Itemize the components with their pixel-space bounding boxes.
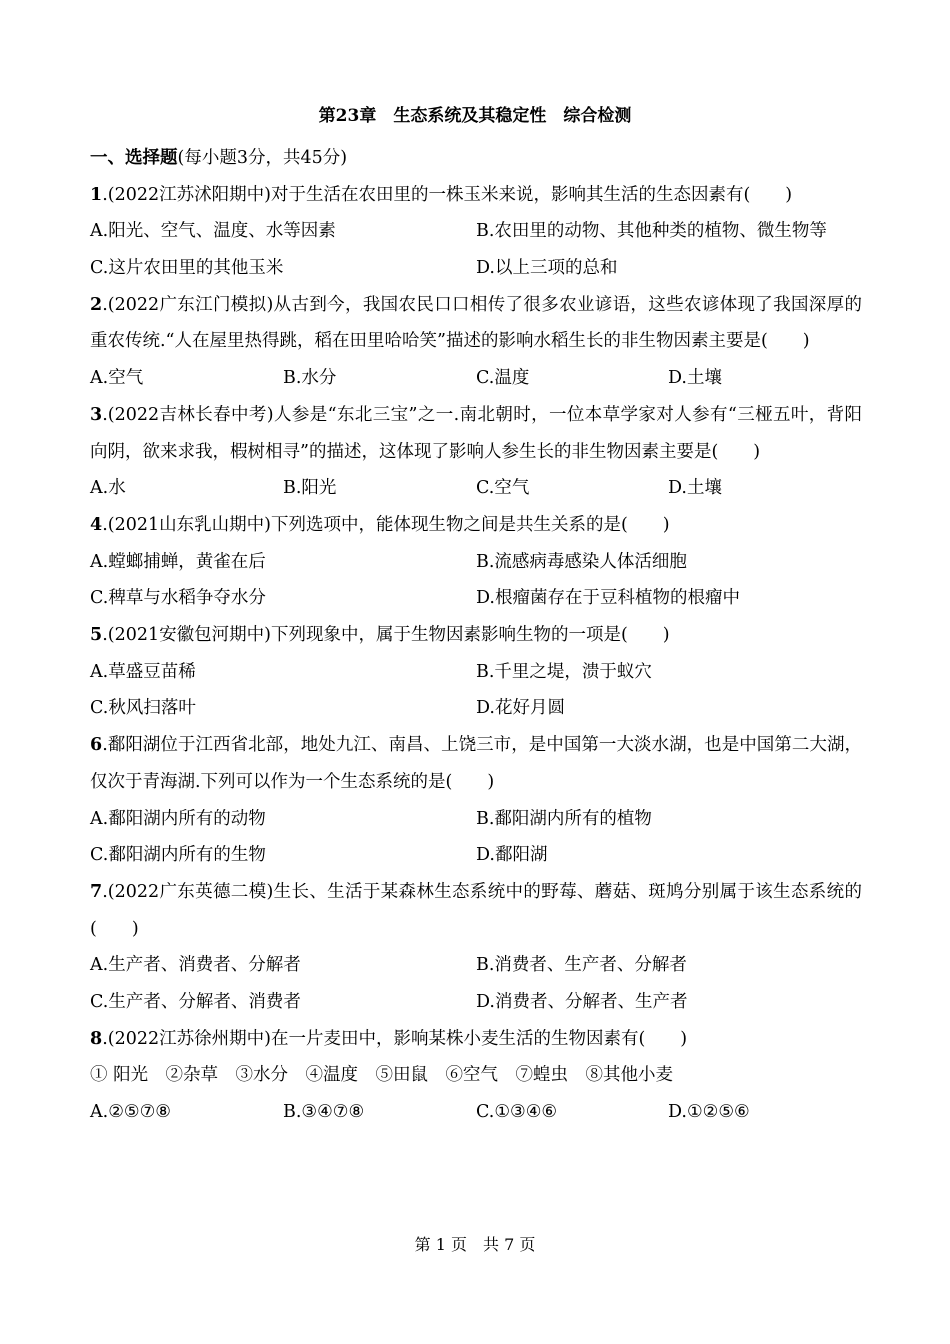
- question-list: [90, 140, 862, 1131]
- option-d: D.鄱阳湖: [476, 845, 548, 866]
- options-row: [90, 360, 862, 397]
- options-row: [90, 984, 862, 1021]
- option-c: C.温度: [476, 368, 530, 389]
- options-row: [90, 837, 862, 874]
- option-a: A.生产者、消费者、分解者: [90, 955, 301, 976]
- option-a: A.鄱阳湖内所有的动物: [90, 808, 266, 829]
- options-row: [90, 250, 862, 287]
- question-3: [90, 397, 862, 470]
- question-number: 7: [90, 881, 103, 902]
- question-6: [90, 727, 862, 800]
- footer-suffix: 页: [519, 1235, 536, 1254]
- question-number: 6: [90, 735, 103, 756]
- question-text: .鄱阳湖位于江西省北部，地处九江、南昌、上饶三市，是中国第一大淡水湖，也是中国第二大湖，仅次于青海湖.下列可以作为一个生态系统的是( ): [90, 735, 862, 792]
- question-text: .(2022广东英德二模)生长、生活于某森林生态系统中的野莓、蘑菇、斑鸠分别属于该生态系统的( ): [90, 881, 862, 939]
- question-4: [90, 507, 862, 544]
- option-b: B.消费者、生产者、分解者: [476, 955, 687, 976]
- options-row: [90, 690, 862, 727]
- question-number: 4: [90, 514, 103, 535]
- question-text: .(2022吉林长春中考)人参是“东北三宝”之一.南北朝时，一位本草学家对人参有“三桠五叶，背阳向阴，欲来求我，椵树相寻”的描述，这体现了影响人参生长的非生物因素主要是( ): [90, 404, 862, 462]
- option-b: B.流感病毒感染人体活细胞: [476, 551, 687, 572]
- option-d: D.土壤: [668, 478, 722, 499]
- question-1: [90, 177, 862, 214]
- option-d: D.土壤: [668, 368, 722, 389]
- options-row: [90, 470, 862, 507]
- footer-middle: 页 共: [450, 1235, 499, 1254]
- option-c: C.空气: [476, 478, 530, 499]
- option-a: A.空气: [90, 368, 144, 389]
- option-b: B.农田里的动物、其他种类的植物、微生物等: [476, 221, 827, 242]
- option-a: A.草盛豆苗稀: [90, 661, 196, 682]
- option-d: D.①②⑤⑥: [668, 1102, 750, 1123]
- option-c: C.①③④⑥: [476, 1102, 558, 1123]
- question-text: .(2022江苏徐州期中)在一片麦田中，影响某株小麦生活的生物因素有( ): [102, 1028, 688, 1049]
- option-c: C.这片农田里的其他玉米: [90, 258, 284, 279]
- section-note: (每小题3分，共45分): [177, 148, 348, 168]
- question-text: .(2021安徽包河期中)下列现象中，属于生物因素影响生物的一项是( ): [102, 625, 670, 646]
- page-number: 1: [435, 1235, 446, 1254]
- option-b: B.千里之堤，溃于蚁穴: [476, 661, 652, 682]
- question-number: 2: [90, 294, 103, 315]
- option-c: C.生产者、分解者、消费者: [90, 992, 301, 1012]
- option-c: C.鄱阳湖内所有的生物: [90, 845, 266, 866]
- option-d: D.花好月圆: [476, 698, 565, 719]
- option-b: B.水分: [283, 368, 337, 389]
- question-number: 8: [90, 1028, 103, 1049]
- option-d: D.消费者、分解者、生产者: [476, 992, 688, 1012]
- question-number: 3: [90, 404, 103, 425]
- option-d: D.以上三项的总和: [476, 258, 618, 279]
- question-text: .(2022广东江门模拟)从古到今，我国农民口口相传了很多农业谚语，这些农谚体现了我国深厚的重农传统.“人在屋里热得跳，稻在田里哈哈笑”描述的影响水稻生长的非生物因素主要是( ): [90, 294, 862, 352]
- question-number: 1: [90, 184, 103, 205]
- option-a: A.阳光、空气、温度、水等因素: [90, 221, 336, 242]
- options-row: [90, 654, 862, 691]
- options-row: [90, 213, 862, 250]
- footer-prefix: 第: [414, 1235, 431, 1254]
- question-7: [90, 874, 862, 947]
- options-row: [90, 801, 862, 838]
- factor-list: ① 阳光 ②杂草 ③水分 ④温度 ⑤田鼠 ⑥空气 ⑦蝗虫 ⑧其他小麦: [90, 1065, 674, 1086]
- options-row: [90, 1094, 862, 1131]
- question-number: 5: [90, 625, 103, 646]
- option-a: A.螳螂捕蝉，黄雀在后: [90, 551, 266, 572]
- question-text: .(2021山东乳山期中)下列选项中，能体现生物之间是共生关系的是( ): [102, 514, 670, 535]
- page-title: 第23章 生态系统及其稳定性 综合检测: [318, 106, 632, 126]
- question-2: [90, 287, 862, 360]
- option-a: A.水: [90, 478, 126, 499]
- section-heading: [90, 140, 862, 177]
- options-row: [90, 947, 862, 984]
- question-5: [90, 617, 862, 654]
- option-b: B.阳光: [283, 478, 337, 499]
- question-8: [90, 1021, 862, 1058]
- option-b: B.③④⑦⑧: [283, 1102, 365, 1123]
- question-text: .(2022江苏沭阳期中)对于生活在农田里的一株玉米来说，影响其生活的生态因素有( ): [102, 184, 793, 205]
- options-row: [90, 580, 862, 617]
- page-footer: [0, 1233, 950, 1257]
- option-c: C.秋风扫落叶: [90, 698, 196, 719]
- section-label: 一、选择题: [90, 148, 178, 168]
- options-row: [90, 544, 862, 581]
- option-a: A.②⑤⑦⑧: [90, 1102, 171, 1123]
- option-c: C.稗草与水稻争夺水分: [90, 588, 266, 609]
- option-b: B.鄱阳湖内所有的植物: [476, 808, 652, 829]
- total-pages: 7: [504, 1235, 515, 1254]
- option-d: D.根瘤菌存在于豆科植物的根瘤中: [476, 588, 740, 609]
